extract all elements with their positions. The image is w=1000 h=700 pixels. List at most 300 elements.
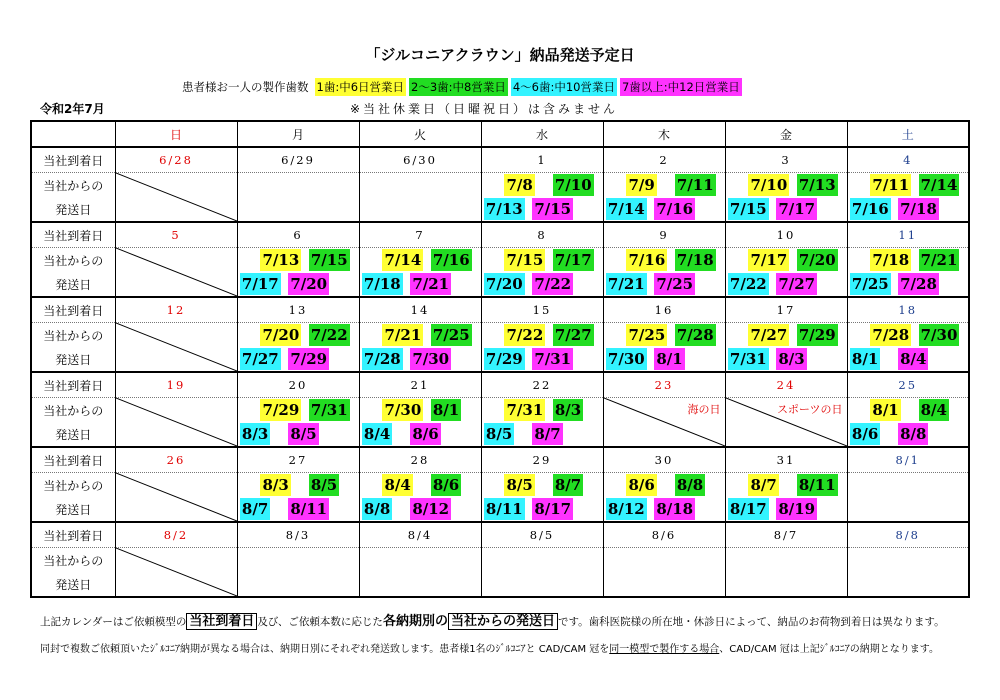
- ship-4-6-teeth: 7/16: [851, 200, 889, 218]
- holiday-name: スポーツの日: [776, 403, 843, 416]
- ship-4-6-teeth: 7/20: [485, 275, 523, 293]
- ship-chip-row: [726, 324, 847, 346]
- arrival-label: 当社到着日: [31, 222, 115, 248]
- arrival-date-wed: 8: [481, 222, 603, 248]
- ship-2-3-teeth: 7/14: [920, 176, 958, 194]
- arrival-row: [31, 522, 969, 548]
- arrival-date-wed: 15: [481, 297, 603, 323]
- closed-day-cell: [115, 398, 237, 448]
- ship-date-cell: [237, 398, 359, 448]
- weekday-header-row: [31, 121, 969, 147]
- ship-date-cell: [481, 323, 603, 373]
- ship-1-tooth: 7/8: [506, 176, 533, 194]
- arrival-date-wed: 8/5: [481, 522, 603, 548]
- ship-7-plus-teeth: 7/16: [656, 200, 694, 218]
- ship-date-cell: [359, 323, 481, 373]
- weekday-fri: 金: [725, 121, 847, 147]
- ship-4-6-teeth: 8/17: [729, 500, 767, 518]
- legend: [182, 78, 745, 96]
- ship-label-1: 当社からの: [31, 248, 115, 273]
- ship-4-6-teeth: 8/4: [363, 425, 391, 443]
- arrival-date-wed: 22: [481, 372, 603, 398]
- arrival-date-sat: 8/8: [847, 522, 969, 548]
- weekday-sun: 日: [115, 121, 237, 147]
- empty-cell: [359, 173, 481, 223]
- ship-date-cell: [725, 323, 847, 373]
- ship-7-plus-teeth: 7/28: [900, 275, 937, 293]
- arrival-date-sun: 8/2: [115, 522, 237, 548]
- footer-text: 同封で複数ご依頼頂いたｼﾞﾙｺﾆｱ納期が異なる場合は、納期日別にそれぞれ発送致します。患者様1名のｼﾞﾙｺﾆｱと CAD/CAM 冠を: [40, 644, 610, 655]
- empty-cell: [237, 173, 359, 223]
- ship-date-cell: [603, 248, 725, 298]
- ship-chip-row: [238, 273, 359, 295]
- ship-chip-row: [238, 423, 359, 445]
- arrival-row: [31, 297, 969, 323]
- ship-chip-row: [604, 348, 725, 370]
- arrival-date-sat: 25: [847, 372, 969, 398]
- footer-emphasis: 各納期別の: [382, 614, 448, 629]
- arrival-row: [31, 147, 969, 173]
- ship-chip-row: [726, 174, 847, 196]
- ship-chip-row: [360, 324, 481, 346]
- ship-1-tooth: 7/27: [750, 326, 788, 344]
- ship-chip-row: [360, 273, 481, 295]
- ship-chip-row: [238, 399, 359, 421]
- ship-chip-row: [482, 498, 603, 520]
- ship-label-1: 当社からの: [31, 473, 115, 498]
- ship-chip-row: [238, 348, 359, 370]
- ship-chip-row: [848, 399, 969, 421]
- ship-chip-row: [482, 249, 603, 271]
- ship-chip-row: [482, 348, 603, 370]
- arrival-date-sat: 18: [847, 297, 969, 323]
- arrival-label: 当社到着日: [31, 297, 115, 323]
- ship-7-plus-teeth: 8/12: [412, 500, 450, 518]
- ship-chip-row: [482, 198, 603, 220]
- ship-chip-row: [238, 249, 359, 271]
- footer-text: 上記カレンダーはご依頼模型の: [40, 616, 187, 628]
- legend-4-6-teeth: 4～6歯:中10営業日: [512, 80, 615, 94]
- ship-7-plus-teeth: 7/15: [534, 200, 572, 218]
- ship-1-tooth: 7/30: [384, 401, 422, 419]
- ship-1-tooth: 7/14: [384, 251, 422, 269]
- ship-4-6-teeth: 7/31: [729, 350, 767, 368]
- ship-7-plus-teeth: 8/1: [656, 350, 683, 368]
- ship-label-2: 発送日: [31, 272, 115, 297]
- arrival-date-sun: 5: [115, 222, 237, 248]
- ship-1-tooth: 7/31: [506, 401, 544, 419]
- ship-date-cell: [847, 248, 969, 298]
- ship-1-tooth: 7/11: [872, 176, 910, 194]
- ship-4-6-teeth: 7/13: [485, 200, 523, 218]
- ship-7-plus-teeth: 8/6: [412, 425, 439, 443]
- slash-line: [116, 248, 237, 296]
- ship-7-plus-teeth: 8/3: [778, 350, 805, 368]
- ship-2-3-teeth: 7/10: [554, 176, 592, 194]
- ship-chip-row: [848, 348, 969, 370]
- ship-2-3-teeth: 8/8: [676, 476, 704, 494]
- ship-4-6-teeth: 7/30: [607, 350, 645, 368]
- slash-line: [116, 323, 237, 371]
- ship-chip-row: [482, 273, 603, 295]
- arrival-label: 当社到着日: [31, 147, 115, 173]
- ship-label-1: 当社からの: [31, 548, 115, 573]
- arrival-date-thu: 23: [603, 372, 725, 398]
- ship-1-tooth: 7/20: [262, 326, 300, 344]
- ship-4-6-teeth: 8/1: [851, 350, 879, 368]
- arrival-date-fri: 8/7: [725, 522, 847, 548]
- ship-chip-row: [726, 249, 847, 271]
- footer-line-1: [40, 610, 945, 629]
- ship-4-6-teeth: 7/22: [729, 275, 767, 293]
- arrival-date-sat: 4: [847, 147, 969, 173]
- weekday-wed: 水: [481, 121, 603, 147]
- arrival-date-tue: 8/4: [359, 522, 481, 548]
- arrival-date-sun: 19: [115, 372, 237, 398]
- footer-boxed-arrival: 当社到着日: [186, 613, 257, 630]
- ship-chip-row: [482, 399, 603, 421]
- ship-7-plus-teeth: 8/19: [778, 500, 816, 518]
- ship-1-tooth: 7/16: [628, 251, 666, 269]
- legend-label: 患者様お一人の製作歯数: [182, 80, 309, 94]
- ship-2-3-teeth: 7/30: [920, 326, 958, 344]
- corner-cell: [31, 121, 115, 147]
- empty-cell: [847, 548, 969, 598]
- footer-underlined: 同一模型で製作する場合: [609, 644, 720, 655]
- ship-1-tooth: 7/21: [384, 326, 422, 344]
- ship-row-1: [31, 473, 969, 498]
- ship-row-1: [31, 248, 969, 273]
- arrival-date-mon: 27: [237, 447, 359, 473]
- closed-day-cell: [115, 473, 237, 523]
- arrival-date-mon: 13: [237, 297, 359, 323]
- ship-1-tooth: 7/29: [262, 401, 300, 419]
- ship-chip-row: [238, 324, 359, 346]
- ship-date-cell: [847, 173, 969, 223]
- ship-7-plus-teeth: 7/22: [534, 275, 572, 293]
- ship-7-plus-teeth: 8/4: [900, 350, 927, 368]
- arrival-date-tue: 28: [359, 447, 481, 473]
- ship-date-cell: [359, 398, 481, 448]
- ship-1-tooth: 7/9: [628, 176, 655, 194]
- ship-date-cell: [481, 473, 603, 523]
- ship-2-3-teeth: 8/3: [554, 401, 582, 419]
- ship-2-3-teeth: 7/13: [798, 176, 836, 194]
- ship-chip-row: [604, 474, 725, 496]
- ship-date-cell: [847, 323, 969, 373]
- closed-day-cell: [115, 248, 237, 298]
- arrival-label: 当社到着日: [31, 372, 115, 398]
- ship-label-2: 発送日: [31, 422, 115, 447]
- empty-cell: [847, 473, 969, 523]
- ship-date-cell: [603, 173, 725, 223]
- ship-label-2: 発送日: [31, 197, 115, 222]
- arrival-date-tue: 21: [359, 372, 481, 398]
- footer-text: です。歯科医院様の所在地・休診日によって、納品のお荷物到着日は異なります。: [557, 616, 945, 628]
- ship-chip-row: [726, 198, 847, 220]
- ship-2-3-teeth: 7/17: [554, 251, 592, 269]
- ship-7-plus-teeth: 7/27: [778, 275, 816, 293]
- arrival-row: [31, 447, 969, 473]
- weekday-sat: 土: [847, 121, 969, 147]
- ship-4-6-teeth: 7/25: [851, 275, 889, 293]
- ship-4-6-teeth: 7/18: [363, 275, 401, 293]
- ship-2-3-teeth: 8/11: [798, 476, 836, 494]
- ship-chip-row: [604, 324, 725, 346]
- arrival-label: 当社到着日: [31, 522, 115, 548]
- ship-chip-row: [482, 474, 603, 496]
- holiday-cell: [725, 398, 847, 448]
- footer-text: 及び、ご依頼本数に応じた: [257, 616, 383, 628]
- arrival-date-sat: 8/1: [847, 447, 969, 473]
- ship-chip-row: [604, 273, 725, 295]
- holiday-name: 海の日: [687, 403, 721, 416]
- arrival-date-tue: 7: [359, 222, 481, 248]
- ship-chip-row: [604, 498, 725, 520]
- ship-1-tooth: 7/25: [628, 326, 666, 344]
- arrival-date-mon: 20: [237, 372, 359, 398]
- ship-2-3-teeth: 8/1: [432, 401, 460, 419]
- ship-2-3-teeth: 7/22: [310, 326, 348, 344]
- ship-2-3-teeth: 7/28: [676, 326, 714, 344]
- ship-2-3-teeth: 7/21: [920, 251, 958, 269]
- ship-2-3-teeth: 7/29: [798, 326, 836, 344]
- ship-label-2: 発送日: [31, 497, 115, 522]
- ship-4-6-teeth: 8/7: [241, 500, 269, 518]
- ship-7-plus-teeth: 7/17: [778, 200, 816, 218]
- arrival-date-fri: 31: [725, 447, 847, 473]
- ship-label-1: 当社からの: [31, 323, 115, 348]
- diagonal-slash: [116, 323, 237, 371]
- ship-date-cell: [481, 173, 603, 223]
- ship-7-plus-teeth: 8/17: [534, 500, 572, 518]
- ship-4-6-teeth: 8/6: [851, 425, 879, 443]
- ship-2-3-teeth: 7/20: [798, 251, 836, 269]
- ship-date-cell: [603, 473, 725, 523]
- ship-2-3-teeth: 7/16: [432, 251, 470, 269]
- ship-1-tooth: 8/7: [750, 476, 777, 494]
- ship-date-cell: [237, 473, 359, 523]
- arrival-date-sun: 12: [115, 297, 237, 323]
- diagonal-slash: [116, 548, 237, 596]
- ship-chip-row: [360, 474, 481, 496]
- slash-line: [116, 398, 237, 446]
- period-label: 令和2年7月: [40, 102, 105, 116]
- ship-4-6-teeth: 7/17: [241, 275, 279, 293]
- arrival-date-mon: 6: [237, 222, 359, 248]
- ship-4-6-teeth: 7/29: [485, 350, 523, 368]
- ship-7-plus-teeth: 7/25: [656, 275, 694, 293]
- ship-label-1: 当社からの: [31, 398, 115, 423]
- ship-7-plus-teeth: 7/30: [412, 350, 450, 368]
- legend-7-plus-teeth: 7歯以上:中12日営業日: [621, 80, 740, 94]
- ship-2-3-teeth: 8/7: [554, 476, 582, 494]
- ship-4-6-teeth: 8/3: [241, 425, 269, 443]
- ship-date-cell: [237, 323, 359, 373]
- arrival-date-fri: 17: [725, 297, 847, 323]
- ship-chip-row: [360, 498, 481, 520]
- ship-chip-row: [360, 249, 481, 271]
- ship-7-plus-teeth: 8/11: [290, 500, 328, 518]
- arrival-date-fri: 24: [725, 372, 847, 398]
- diagonal-slash: [116, 248, 237, 296]
- ship-7-plus-teeth: 8/8: [900, 425, 927, 443]
- ship-1-tooth: 7/13: [262, 251, 300, 269]
- arrival-date-fri: 3: [725, 147, 847, 173]
- ship-chip-row: [360, 348, 481, 370]
- legend-1-tooth: 1歯:中6日営業日: [316, 80, 405, 94]
- ship-1-tooth: 8/3: [262, 476, 289, 494]
- ship-chip-row: [726, 498, 847, 520]
- ship-chip-row: [726, 474, 847, 496]
- ship-4-6-teeth: 7/15: [729, 200, 767, 218]
- slash-line: [116, 548, 237, 596]
- ship-row-1: [31, 548, 969, 573]
- ship-chip-row: [482, 423, 603, 445]
- closed-day-cell: [115, 173, 237, 223]
- ship-row-1: [31, 398, 969, 423]
- ship-chip-row: [848, 423, 969, 445]
- ship-label-1: 当社からの: [31, 173, 115, 198]
- page-title: 「ジルコニアクラウン」納品発送予定日: [365, 46, 635, 64]
- ship-2-3-teeth: 7/25: [432, 326, 470, 344]
- ship-2-3-teeth: 8/4: [920, 401, 947, 419]
- ship-2-3-teeth: 8/6: [432, 476, 460, 494]
- footer-text: 、CAD/CAM 冠は上記ｼﾞﾙｺﾆｱの納期となります。: [719, 644, 939, 655]
- ship-chip-row: [482, 174, 603, 196]
- ship-7-plus-teeth: 7/18: [900, 200, 937, 218]
- ship-7-plus-teeth: 8/18: [656, 500, 694, 518]
- closed-day-cell: [115, 323, 237, 373]
- ship-1-tooth: 7/18: [872, 251, 910, 269]
- calendar-table: [30, 120, 970, 598]
- arrival-date-tue: 6/30: [359, 147, 481, 173]
- ship-label-2: 発送日: [31, 347, 115, 372]
- ship-7-plus-teeth: 8/5: [290, 425, 317, 443]
- ship-chip-row: [848, 249, 969, 271]
- ship-7-plus-teeth: 7/20: [290, 275, 328, 293]
- arrival-date-thu: 30: [603, 447, 725, 473]
- ship-2-3-teeth: 8/5: [310, 476, 338, 494]
- ship-1-tooth: 8/6: [628, 476, 655, 494]
- ship-1-tooth: 7/17: [750, 251, 788, 269]
- empty-cell: [359, 548, 481, 598]
- ship-1-tooth: 8/5: [506, 476, 533, 494]
- arrival-date-fri: 10: [725, 222, 847, 248]
- weekday-mon: 月: [237, 121, 359, 147]
- ship-1-tooth: 8/4: [384, 476, 411, 494]
- arrival-date-thu: 9: [603, 222, 725, 248]
- arrival-date-sun: 26: [115, 447, 237, 473]
- slash-line: [116, 173, 237, 221]
- ship-chip-row: [848, 198, 969, 220]
- arrival-row: [31, 372, 969, 398]
- ship-row-1: [31, 173, 969, 198]
- ship-chip-row: [238, 474, 359, 496]
- ship-date-cell: [481, 398, 603, 448]
- ship-2-3-teeth: 7/11: [676, 176, 714, 194]
- ship-2-3-teeth: 7/15: [310, 251, 348, 269]
- footer-line-2: [40, 640, 939, 655]
- ship-date-cell: [725, 248, 847, 298]
- ship-date-cell: [481, 248, 603, 298]
- ship-chip-row: [604, 249, 725, 271]
- ship-label-2: 発送日: [31, 572, 115, 597]
- empty-cell: [725, 548, 847, 598]
- ship-7-plus-teeth: 7/29: [290, 350, 328, 368]
- arrival-date-thu: 8/6: [603, 522, 725, 548]
- ship-1-tooth: 7/10: [750, 176, 788, 194]
- ship-date-cell: [725, 473, 847, 523]
- ship-chip-row: [726, 273, 847, 295]
- weekday-tue: 火: [359, 121, 481, 147]
- legend-2-3-teeth: 2～3歯:中8営業日: [411, 80, 506, 94]
- ship-date-cell: [359, 248, 481, 298]
- calendar-body: [31, 147, 969, 597]
- arrival-date-tue: 14: [359, 297, 481, 323]
- ship-2-3-teeth: 7/31: [310, 401, 348, 419]
- ship-chip-row: [848, 174, 969, 196]
- arrival-label: 当社到着日: [31, 447, 115, 473]
- ship-chip-row: [848, 324, 969, 346]
- diagonal-slash: [116, 173, 237, 221]
- arrival-date-wed: 29: [481, 447, 603, 473]
- ship-4-6-teeth: 7/27: [241, 350, 279, 368]
- ship-row-1: [31, 323, 969, 348]
- ship-4-6-teeth: 8/8: [363, 500, 391, 518]
- ship-1-tooth: 7/15: [506, 251, 544, 269]
- arrival-date-mon: 8/3: [237, 522, 359, 548]
- ship-chip-row: [848, 273, 969, 295]
- closed-day-cell: [115, 548, 237, 598]
- ship-chip-row: [360, 423, 481, 445]
- ship-1-tooth: 8/1: [872, 401, 899, 419]
- holiday-cell: [603, 398, 725, 448]
- ship-4-6-teeth: 8/5: [485, 425, 513, 443]
- arrival-date-thu: 16: [603, 297, 725, 323]
- ship-4-6-teeth: 8/11: [485, 500, 523, 518]
- diagonal-slash: [116, 473, 237, 521]
- ship-chip-row: [726, 348, 847, 370]
- holiday-note: ※当社休業日（日曜祝日）は含みません: [350, 102, 619, 116]
- ship-date-cell: [847, 398, 969, 448]
- ship-chip-row: [482, 324, 603, 346]
- ship-date-cell: [359, 473, 481, 523]
- ship-chip-row: [360, 399, 481, 421]
- footer-boxed-ship: 当社からの発送日: [448, 613, 558, 630]
- ship-chip-row: [604, 174, 725, 196]
- arrival-date-wed: 1: [481, 147, 603, 173]
- arrival-date-sat: 11: [847, 222, 969, 248]
- ship-4-6-teeth: 7/28: [363, 350, 401, 368]
- ship-7-plus-teeth: 7/21: [412, 275, 450, 293]
- diagonal-slash: [116, 398, 237, 446]
- ship-7-plus-teeth: 8/7: [534, 425, 561, 443]
- ship-2-3-teeth: 7/27: [554, 326, 592, 344]
- arrival-date-mon: 6/29: [237, 147, 359, 173]
- ship-chip-row: [604, 198, 725, 220]
- ship-4-6-teeth: 8/12: [607, 500, 645, 518]
- empty-cell: [603, 548, 725, 598]
- arrival-row: [31, 222, 969, 248]
- ship-2-3-teeth: 7/18: [676, 251, 714, 269]
- ship-date-cell: [237, 248, 359, 298]
- slash-line: [116, 473, 237, 521]
- empty-cell: [481, 548, 603, 598]
- ship-4-6-teeth: 7/21: [607, 275, 645, 293]
- ship-chip-row: [238, 498, 359, 520]
- ship-1-tooth: 7/22: [506, 326, 544, 344]
